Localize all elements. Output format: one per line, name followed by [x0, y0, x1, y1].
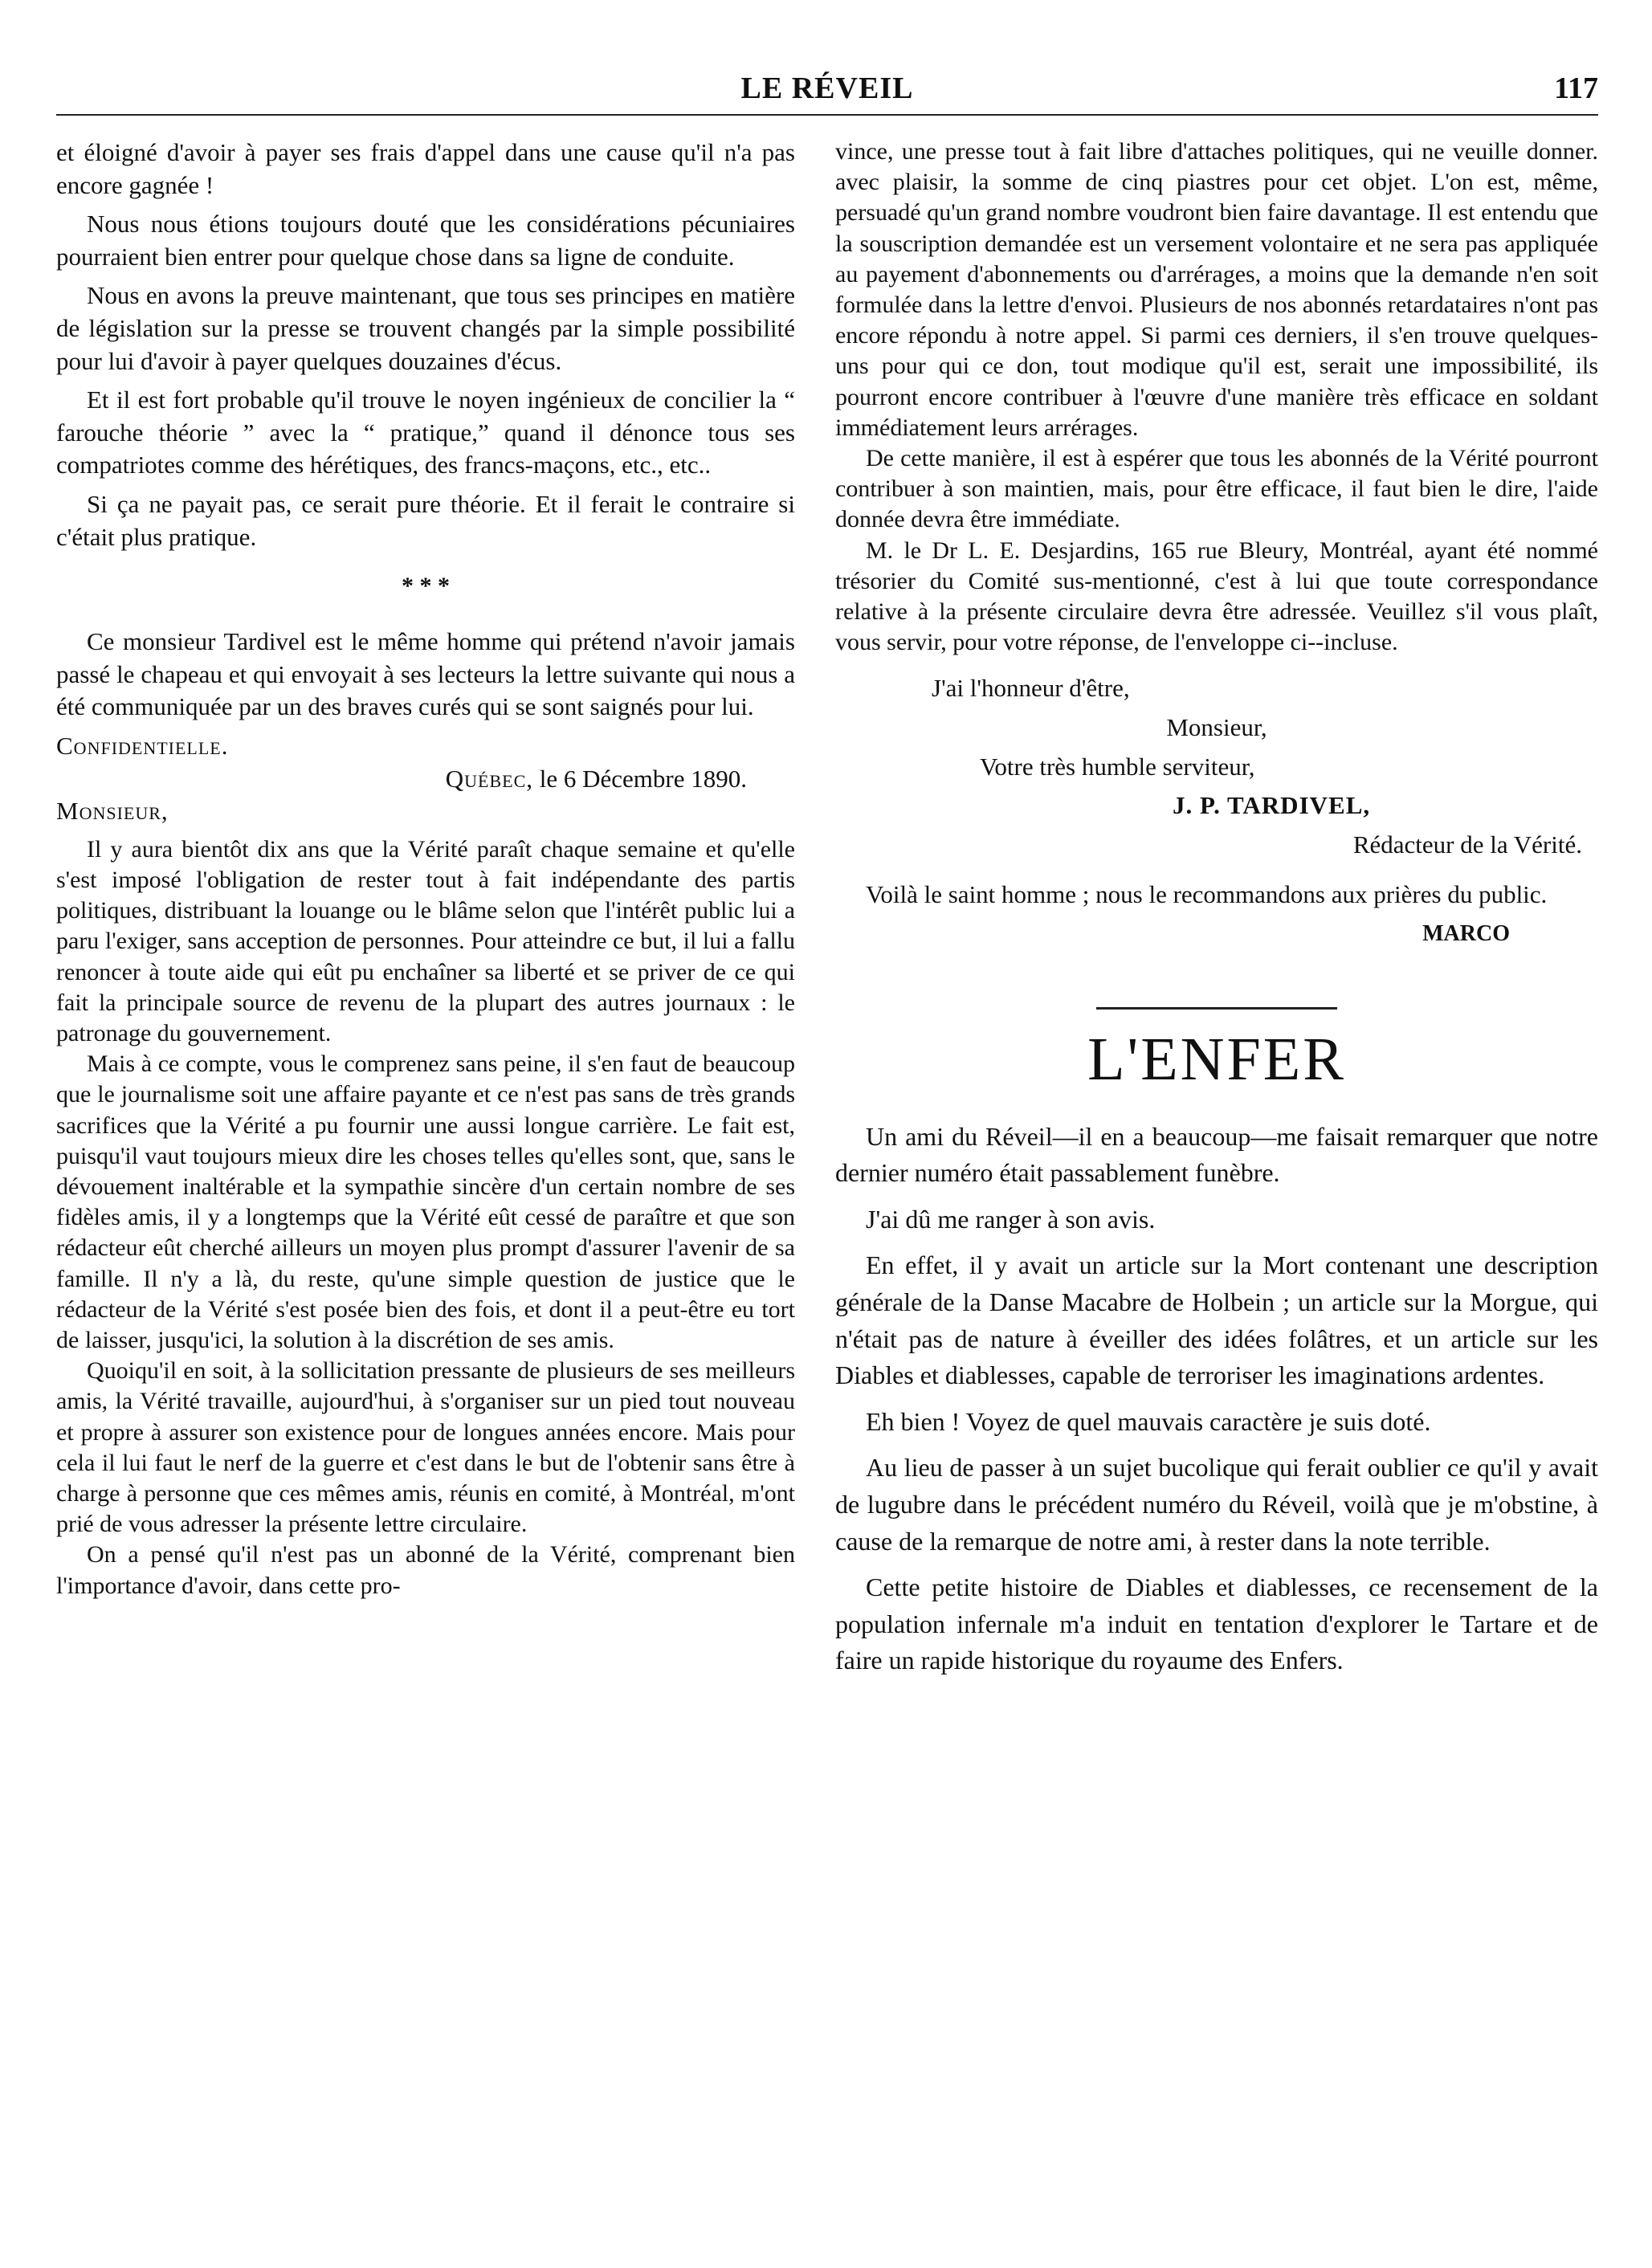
paragraph: Nous nous étions toujours douté que les considérations pécuniaires pourraient bien entrer pour quelque chose dans sa ligne de conduite. [56, 210, 795, 271]
letter-paragraph: On a pensé qu'il n'est pas un abonné de la Vérité, comprenant bien l'importance d'avoir, dans cette pro- [56, 1541, 795, 1599]
paragraph: Et il est fort probable qu'il trouve le noyen ingénieux de concilier la “ farouche théorie ” avec la “ pratique,” quand il dénonce tous ses compatriotes comme des hérétiques, des francs-maçons, etc., etc.. [56, 385, 795, 479]
letter-dateline [56, 763, 795, 796]
section-rule [1096, 1007, 1337, 1010]
asterism-divider: * * * [402, 573, 450, 600]
letter-paragraph: Quoiqu'il en soit, à la sollicitation pressante de plusieurs de ses meilleurs amis, la Vérité travaille, aujourd'hui, à s'organiser sur un pied tout nouveau et propre à assurer son existence pour de longues années encore. Mais pour cela il lui faut le nerf de la guerre et c'est dans le but de l'obtenir sans être à charge à personne que ces mêmes amis, réunis en comité, à Montréal, m'ont prié de vous adresser la présente lettre circulaire. [56, 1357, 795, 1538]
confidential-label: Confidentielle. [56, 731, 229, 760]
section-paragraph: Eh bien ! Voyez de quel mauvais caractère je suis doté. [866, 1406, 1431, 1436]
right-column [835, 137, 1598, 2225]
letter-salutation: Monsieur, [56, 797, 169, 826]
letter-signatory: J. P. TARDIVEL, [1173, 791, 1371, 820]
journal-title: LE RÉVEIL [740, 71, 914, 105]
closing-line: Votre très humble serviteur, [980, 752, 1255, 781]
paragraph: Nous en avons la preuve maintenant, que tous ses principes en matière de législation sur la presse se trouvent changés par la simple possibilité pour lui d'avoir à payer quelques douzaines d'écus. [56, 281, 795, 375]
letter-body [56, 834, 795, 1601]
letter-paragraph: vince, une presse tout à fait libre d'attaches politiques, qui ne veuille donner. avec plaisir, la somme de cinq piastres pour cet objet. L'on est, même, persuadé qu'un grand nombre voudront bien faire davantage. Il est entendu que la souscription demandée est un versement volontaire et ne sera pas appliquée au payement d'abonnements ou d'arrérages, a moins que la demande n'en soit formulée dans la lettre d'envoi. Plusieurs de nos abonnés retardataires n'ont pas encore répondu à notre appel. Si parmi ces derniers, il s'en trouve quelques-uns pour qui ce don, tout modique qu'il est, serait une impossibilité, ils pourront encore contribuer à l'œuvre d'une manière très efficace en soldant immédiatement leurs arrérages. [835, 138, 1598, 441]
section-paragraph: J'ai dû me ranger à son avis. [866, 1204, 1156, 1234]
paragraph: Si ça ne payait pas, ce serait pure théorie. Et il ferait le contraire si c'était plus pratique. [56, 489, 795, 551]
paragraph: et éloigné d'avoir à payer ses frais d'appel dans une cause qu'il n'a pas encore gagnée ! [56, 138, 795, 199]
closing-line: Monsieur, [1166, 713, 1267, 742]
author-signature: MARCO [1422, 921, 1510, 947]
letter-paragraph: M. le Dr L. E. Desjardins, 165 rue Bleury, Montréal, ayant été nommé trésorier du Comité sus-mentionné, c'est à lui que toute correspondance relative à la présente circulaire devra être adressée. Veuillez s'il vous plaît, vous servir, pour votre réponse, de l'enveloppe ci--incluse. [835, 536, 1598, 656]
editor-comment: Voilà le saint homme ; nous le recommandons aux prières du public. [866, 880, 1548, 909]
header-rule [56, 114, 1598, 116]
section-paragraph: En effet, il y avait un article sur la Mort contenant une description générale de la Danse Macabre de Holbein ; un article sur la Morgue, qui n'était pas de nature à éveiller des idées folâtres, et un article sur les Diables et diablesses, capable de terroriser les imaginations ardentes. [835, 1250, 1598, 1390]
letter-body-continued [835, 137, 1598, 658]
letter-paragraph: De cette manière, il est à espérer que tous les abonnés de la Vérité pourront contribuer à son maintien, mais, pour être efficace, il faut bien le dire, l'aide donnée devra être immédiate. [835, 445, 1598, 533]
page-number: 117 [1554, 71, 1598, 105]
left-column [56, 137, 795, 2225]
letter-paragraph: Il y aura bientôt dix ans que la Vérité paraît chaque semaine et qu'elle s'est imposé l'obligation de rester tout à fait indépendante des partis politiques, distribuant la louange ou le blâme selon que l'intérêt public lui a paru l'exiger, sans acception de personnes. Pour atteindre ce but, il lui a fallu renoncer à toute aide qui eût pu enchaîner sa liberté et se priver de ce qui fait la principale source de revenu de la plupart des autres journaux : le patronage du gouvernement. [56, 835, 795, 1046]
section-paragraph: Cette petite histoire de Diables et diablesses, ce recensement de la population infernale m'a induit en tentation d'explorer le Tartare et de faire un rapide historique du royaume des Enfers. [835, 1573, 1598, 1675]
section-paragraph: Un ami du Réveil—il en a beaucoup—me faisait remarquer que notre dernier numéro était passablement funèbre. [835, 1121, 1598, 1188]
closing-line: J'ai l'honneur d'être, [932, 674, 1130, 703]
signatory-title: Rédacteur de la Vérité. [1352, 830, 1582, 859]
letter-paragraph: Mais à ce compte, vous le comprenez sans peine, il s'en faut de beaucoup que le journalisme soit une affaire payante et ce n'est pas sans de très grands sacrifices que la Vérité a pu fournir une aussi longue carrière. Le fait est, puisqu'il vaut toujours mieux dire les choses telles qu'elles sont, que, sans le dévouement inaltérable et la sympathie sincère d'un certain nombre de ses fidèles amis, il y a longtemps que la Vérité eût cessé de paraître et que son rédacteur eût cherché ailleurs un moyen plus prompt d'assurer l'avenir de sa famille. Il n'y a là, du reste, qu'une simple question de justice que le rédacteur de la Vérité s'est posée bien des fois, et dont il a peut-être eu tort de laisser, jusqu'ici, la solution à la discrétion de ses amis. [56, 1050, 795, 1353]
dateline-city: Québec, [445, 764, 534, 793]
letter-intro: Ce monsieur Tardivel est le même homme qui prétend n'avoir jamais passé le chapeau et qui envoyait à ses lecteurs la lettre suivante qui nous a été communiquée par un des braves curés qui se sont saignés pour lui. [56, 627, 795, 721]
dateline-date: le 6 Décembre 1890. [539, 764, 747, 793]
section-paragraph: Au lieu de passer à un sujet bucolique qui ferait oublier ce qu'il y avait de lugubre dans le précédent numéro du Réveil, voilà que je m'obstine, à cause de la remarque de notre ami, à rester dans la note terrible. [835, 1453, 1598, 1556]
page-header [56, 71, 1598, 119]
section-body [835, 1119, 1598, 1679]
section-title: L'ENFER [1087, 1025, 1346, 1093]
